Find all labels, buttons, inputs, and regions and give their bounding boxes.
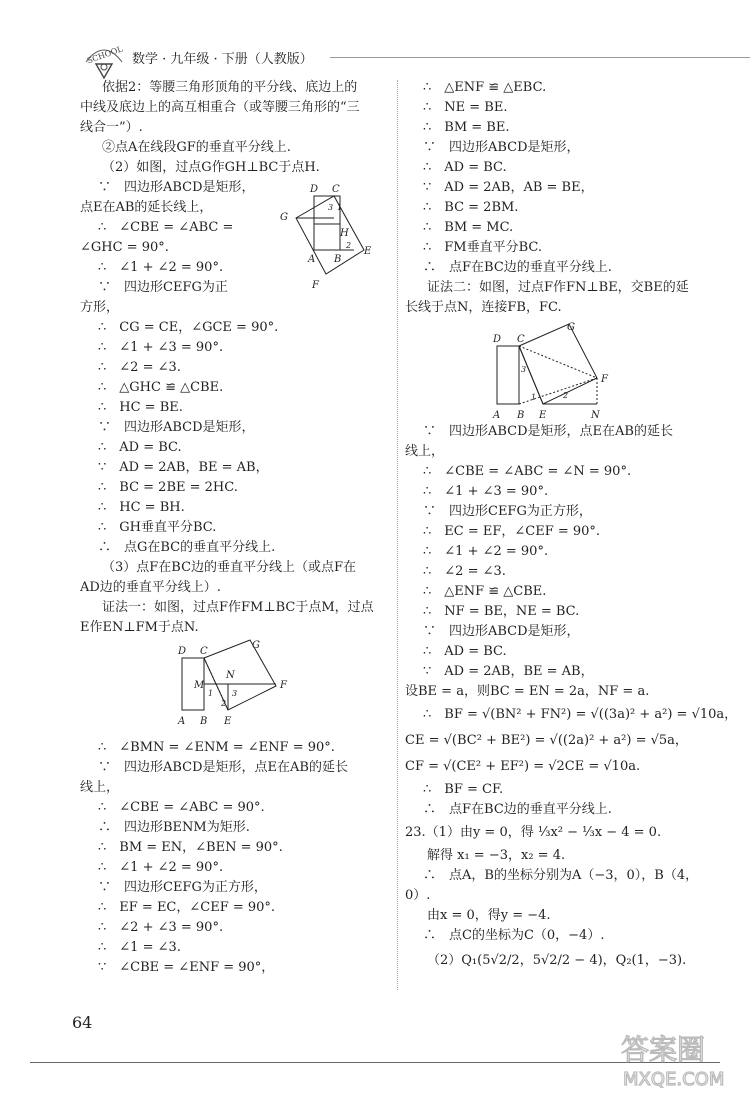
text-line: 线上， xyxy=(405,444,445,459)
text-line: ∴ ∠CBE = ∠ABC = 90°. xyxy=(98,800,265,815)
svg-text:E: E xyxy=(539,410,547,421)
svg-text:D: D xyxy=(493,334,502,345)
text-line: ∴ GH垂直平分BC. xyxy=(98,520,217,535)
text-line: 由x = 0，得y = −4. xyxy=(427,908,551,923)
text-line: ∴ ∠1 + ∠2 = 90°. xyxy=(423,544,549,559)
svg-text:3: 3 xyxy=(521,365,527,374)
text-line: 23.（1）由y = 0，得 ⅓x² − ⅓x − 4 = 0. xyxy=(405,825,662,840)
text-line: ∴ EC = EF，∠CEF = 90°. xyxy=(423,524,601,539)
svg-text:2: 2 xyxy=(563,391,569,400)
figure-2-diagram xyxy=(80,638,388,738)
running-title: 数学 · 九年级 · 下册（人教版） xyxy=(132,52,313,67)
svg-text:3: 3 xyxy=(328,203,334,212)
text-line: ∴ AD = BC. xyxy=(423,160,507,175)
svg-text:H: H xyxy=(340,228,349,239)
text-line: ∴ ∠1 + ∠3 = 90°. xyxy=(98,340,224,355)
svg-text:MXQE.COM: MXQE.COM xyxy=(623,1069,725,1090)
text-line: ∴ BM = EN，∠BEN = 90°. xyxy=(98,840,283,855)
left-column xyxy=(80,78,388,978)
page-number: 64 xyxy=(72,1013,93,1032)
text-line: ∴ FM垂直平分BC. xyxy=(423,240,543,255)
text-line: ∴ △ENF ≌ △EBC. xyxy=(423,80,547,95)
svg-text:A: A xyxy=(308,254,316,265)
svg-text:答案圈: 答案圈 xyxy=(621,1033,706,1066)
text-line: ∴ 点A，B的坐标分别为A（−3，0），B（4， xyxy=(423,868,699,883)
text-line: 线上， xyxy=(80,780,120,795)
text-line: CF = √(CE² + EF²) = √2CE = √10a. xyxy=(405,759,641,774)
svg-text:3: 3 xyxy=(232,689,238,698)
svg-text:M: M xyxy=(194,680,205,691)
text-line: ∴ BC = 2BM. xyxy=(423,200,519,215)
text-line: 方形， xyxy=(80,300,120,315)
svg-text:C: C xyxy=(332,184,340,195)
text-line: 线合一”）. xyxy=(80,120,143,135)
svg-text:E: E xyxy=(364,246,372,257)
right-column xyxy=(405,78,738,976)
text-line: ∵ 四边形ABCD是矩形， xyxy=(98,420,255,435)
svg-text:C: C xyxy=(517,334,525,345)
svg-text:B: B xyxy=(200,716,208,727)
text-line: ∴ NF = BE，NE = BC. xyxy=(423,604,580,619)
text-line: ∵ AD = 2AB，AB = BE， xyxy=(423,180,594,195)
text-line: ∴ BF = √(BN² + FN²) = √((3a)² + a²) = √10a， xyxy=(423,707,738,722)
text-line: ∴ ∠1 + ∠2 = 90°. xyxy=(98,860,224,875)
text-line: （2）如图，过点G作GH⊥BC于点H. xyxy=(102,160,320,175)
svg-text:G: G xyxy=(252,640,260,651)
text-line: 0）. xyxy=(405,888,431,903)
svg-text:D: D xyxy=(310,184,319,195)
text-line: ∵ 四边形ABCD是矩形， xyxy=(423,624,580,639)
svg-text:F: F xyxy=(280,680,287,691)
text-line: ∵ 四边形CEFG为正 xyxy=(98,280,228,295)
text-line: 证法一：如图，过点F作FM⊥BC于点M，过点 xyxy=(102,600,374,615)
text-line: ∴ ∠2 = ∠3. xyxy=(98,360,181,375)
text-line: 设BE = a，则BC = EN = 2a，NF = a. xyxy=(405,684,650,699)
text-line: （3）点F在BC边的垂直平分线上（或点F在 xyxy=(102,560,357,575)
text-line: ∴ △ENF ≌ △CBE. xyxy=(423,584,547,599)
text-line: 依据2：等腰三角形顶角的平分线、底边上的 xyxy=(102,80,358,95)
figure-1-diagram xyxy=(276,180,388,298)
text-line: ∴ ∠1 + ∠3 = 90°. xyxy=(423,484,549,499)
watermark-logo xyxy=(615,1025,750,1090)
svg-text:D: D xyxy=(178,646,187,657)
text-line: ∵ 四边形ABCD是矩形， xyxy=(423,140,580,155)
text-line: ∵ AD = 2AB，BE = AB， xyxy=(98,460,269,475)
text-line: ②点A在线段GF的垂直平分线上. xyxy=(102,140,291,155)
text-line: ∴ HC = BE. xyxy=(98,400,183,415)
svg-text:2: 2 xyxy=(221,699,227,708)
svg-text:A: A xyxy=(493,410,501,421)
text-line: ∴ BC = 2BE = 2HC. xyxy=(98,480,238,495)
text-line: 中线及底边上的高互相重合（或等腰三角形的“三 xyxy=(80,100,360,115)
text-line: ∵ 四边形CEFG为正方形， xyxy=(423,504,592,519)
text-line: ∴ 点F在BC边的垂直平分线上. xyxy=(423,802,612,817)
text-line: ∴ BM = BE. xyxy=(423,120,510,135)
text-line: （2）Q₁(5√2/2，5√2/2 − 4)，Q₂(1，−3). xyxy=(427,953,687,968)
svg-text:B: B xyxy=(517,410,525,421)
svg-text:1: 1 xyxy=(208,689,214,698)
text-line: ∵ 四边形ABCD是矩形，点E在AB的延长 xyxy=(98,760,348,775)
text-line: ∵ ∠CBE = ∠ENF = 90°， xyxy=(98,960,275,975)
text-line: ∠GHC = 90°. xyxy=(80,240,169,255)
figure-3-diagram xyxy=(405,318,705,422)
svg-text:G: G xyxy=(280,212,288,223)
text-line: ∴ CG = CE，∠GCE = 90°. xyxy=(98,320,279,335)
text-line: ∴ ∠CBE = ∠ABC = ∠N = 90°. xyxy=(423,464,632,479)
text-line: E作EN⊥FM于点N. xyxy=(80,620,199,635)
text-line: ∴ ∠BMN = ∠ENM = ∠ENF = 90°. xyxy=(98,740,335,755)
text-line: ∵ 四边形ABCD是矩形， xyxy=(98,180,255,195)
svg-text:F: F xyxy=(601,374,608,385)
text-line: ∴ △GHC ≌ △CBE. xyxy=(98,380,224,395)
svg-text:SCHOOL: SCHOOL xyxy=(85,44,124,66)
text-line: ∴ BF = CF. xyxy=(423,782,504,797)
svg-text:B: B xyxy=(334,254,342,265)
text-line: ∴ ∠2 = ∠3. xyxy=(423,564,506,579)
text-line: AD边的垂直平分线上）. xyxy=(80,580,221,595)
svg-text:2: 2 xyxy=(346,241,352,250)
svg-text:N: N xyxy=(591,410,600,421)
svg-text:G: G xyxy=(567,322,575,333)
svg-text:A: A xyxy=(178,716,186,727)
svg-text:1: 1 xyxy=(531,393,537,402)
text-line: ∴ ∠1 = ∠3. xyxy=(98,940,181,955)
text-line: ∴ BM = MC. xyxy=(423,220,514,235)
text-line: 长线于点N，连接FB，FC. xyxy=(405,300,562,315)
text-line: ∴ 点C的坐标为C（0，−4）. xyxy=(423,928,605,943)
text-line: ∴ NE = BE. xyxy=(423,100,508,115)
text-line: ∴ ∠1 + ∠2 = 90°. xyxy=(98,260,224,275)
svg-text:F: F xyxy=(312,280,319,291)
text-line: CE = √(BC² + BE²) = √((2a)² + a²) = √5a， xyxy=(405,733,688,748)
text-line: ∴ 点F在BC边的垂直平分线上. xyxy=(423,260,612,275)
text-line: ∴ ∠2 + ∠3 = 90°. xyxy=(98,920,224,935)
text-line: 证法二：如图，过点F作FN⊥BE，交BE的延 xyxy=(427,280,689,295)
school-logo-icon xyxy=(80,40,128,80)
text-line: ∴ ∠CBE = ∠ABC = xyxy=(98,220,234,235)
column-divider xyxy=(397,80,398,990)
text-line: ∴ AD = BC. xyxy=(423,644,507,659)
figure-row-1 xyxy=(80,178,388,298)
svg-text:C: C xyxy=(200,646,208,657)
text-line: ∴ AD = BC. xyxy=(98,440,182,455)
svg-text:1: 1 xyxy=(337,203,343,212)
text-line: ∵ AD = 2AB，BE = AB， xyxy=(423,664,594,679)
text-line: ∵ 四边形ABCD是矩形，点E在AB的延长 xyxy=(423,424,673,439)
page-header xyxy=(80,40,700,80)
svg-text:N: N xyxy=(226,670,235,681)
text-line: 解得 x₁ = −3，x₂ = 4. xyxy=(427,848,566,863)
text-line: ∴ EF = EC，∠CEF = 90°. xyxy=(98,900,276,915)
svg-text:E: E xyxy=(224,716,232,727)
text-line: 点E在AB的延长线上， xyxy=(80,200,213,215)
text-line: ∵ 四边形CEFG为正方形， xyxy=(98,880,267,895)
text-line: ∴ 四边形BENM为矩形. xyxy=(98,820,250,835)
text-line: ∴ 点G在BC的垂直平分线上. xyxy=(98,540,276,555)
header-rule xyxy=(330,57,750,58)
text-line: ∴ HC = BH. xyxy=(98,500,185,515)
